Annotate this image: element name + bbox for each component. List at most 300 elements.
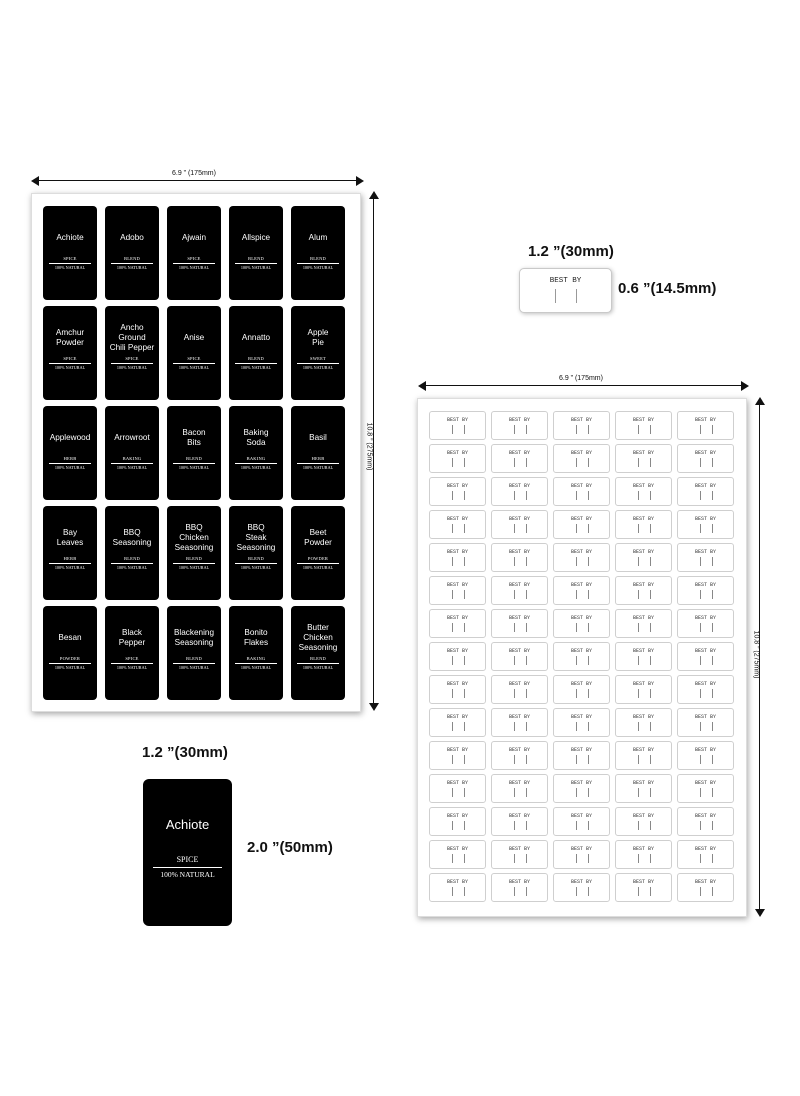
bestby-label-text: BEST BY bbox=[570, 582, 592, 588]
bestby-label-text: BEST BY bbox=[632, 549, 654, 555]
bestby-label-bar-right bbox=[588, 755, 589, 764]
spice-label bbox=[167, 206, 221, 300]
bestby-label-bar-right bbox=[712, 854, 713, 863]
spice-label-type: POWDER bbox=[59, 656, 81, 661]
bestby-label-text: BEST BY bbox=[446, 780, 468, 786]
bestby-label-text: BEST BY bbox=[632, 714, 654, 720]
bestby-label-bar-left bbox=[700, 557, 701, 566]
bestby-label-text: BEST BY bbox=[508, 846, 530, 852]
spice-label-type: BAKING bbox=[246, 456, 266, 461]
bestby-label-bar-left bbox=[514, 689, 515, 698]
bestby-label-bar-right bbox=[526, 821, 527, 830]
spice-label-name: Alum bbox=[308, 233, 328, 242]
bestby-label-bar-left bbox=[576, 755, 577, 764]
bestby-label bbox=[677, 774, 734, 803]
sample-spice-label bbox=[143, 779, 232, 926]
bestby-label-bar-left bbox=[576, 458, 577, 467]
spice-label bbox=[43, 406, 97, 500]
bestby-label-bar-right bbox=[526, 557, 527, 566]
bestby-label-bar-right bbox=[650, 722, 651, 731]
bestby-label bbox=[553, 675, 610, 704]
spice-label-type: BLEND bbox=[186, 556, 202, 561]
spice-label-rule bbox=[111, 363, 153, 364]
bestby-label bbox=[677, 510, 734, 539]
bestby-label bbox=[491, 840, 548, 869]
bestby-label bbox=[677, 840, 734, 869]
sheet1-width-line bbox=[38, 180, 356, 181]
spice-label-name: Black Pepper bbox=[118, 628, 146, 647]
spice-label-natural: 100% NATURAL bbox=[116, 565, 148, 570]
bestby-label bbox=[615, 807, 672, 836]
bestby-label-bar-left bbox=[700, 590, 701, 599]
bestby-label-text: BEST BY bbox=[694, 813, 716, 819]
bestby-label bbox=[615, 741, 672, 770]
bestby-label-bar-right bbox=[526, 887, 527, 896]
bestby-label-text: BEST BY bbox=[570, 450, 592, 456]
spice-label-natural: 100% NATURAL bbox=[116, 365, 148, 370]
spice-label-rule bbox=[49, 463, 91, 464]
bestby-label-bar-left bbox=[700, 887, 701, 896]
bestby-label bbox=[429, 576, 486, 605]
spice-label bbox=[43, 506, 97, 600]
bestby-label bbox=[615, 444, 672, 473]
bestby-label-bar-right bbox=[588, 590, 589, 599]
bestby-label-bar-right bbox=[712, 788, 713, 797]
bestby-label-text: BEST BY bbox=[446, 846, 468, 852]
spice-label-type: BLEND bbox=[310, 256, 326, 261]
bestby-label-bar-right bbox=[526, 590, 527, 599]
bestby-label bbox=[553, 708, 610, 737]
bestby-label bbox=[677, 708, 734, 737]
spice-label-grid bbox=[43, 206, 345, 700]
bestby-label-text: BEST BY bbox=[508, 879, 530, 885]
bestby-label-bar-right bbox=[464, 854, 465, 863]
bestby-label bbox=[615, 510, 672, 539]
bestby-label-text: BEST BY bbox=[570, 483, 592, 489]
bestby-label bbox=[553, 873, 610, 902]
bestby-label bbox=[677, 543, 734, 572]
bestby-label-bar-right bbox=[588, 491, 589, 500]
bestby-label bbox=[429, 873, 486, 902]
bestby-label-bar-left bbox=[700, 821, 701, 830]
spice-label-type: BLEND bbox=[248, 556, 264, 561]
bestby-label-bar-right bbox=[588, 887, 589, 896]
spice-label-rule bbox=[173, 263, 215, 264]
bestby-label-text: BEST BY bbox=[570, 780, 592, 786]
bestby-label-text: BEST BY bbox=[632, 648, 654, 654]
bestby-label bbox=[491, 708, 548, 737]
bestby-label-text: BEST BY bbox=[570, 615, 592, 621]
spice-label-name: Bacon Bits bbox=[182, 428, 206, 447]
spice-label-natural: 100% NATURAL bbox=[178, 565, 210, 570]
bestby-label-text: BEST BY bbox=[694, 846, 716, 852]
bestby-label-text: BEST BY bbox=[632, 846, 654, 852]
spice-label bbox=[43, 606, 97, 700]
bestby-label-text: BEST BY bbox=[570, 846, 592, 852]
spice-label-natural: 100% NATURAL bbox=[302, 565, 334, 570]
spice-label-name: Bay Leaves bbox=[56, 528, 84, 547]
spice-label-type: BLEND bbox=[310, 656, 326, 661]
bestby-label-bar-left bbox=[452, 458, 453, 467]
bestby-label-text: BEST BY bbox=[446, 747, 468, 753]
bestby-label-text: BEST BY bbox=[694, 516, 716, 522]
spice-label bbox=[105, 606, 159, 700]
spice-label-natural: 100% NATURAL bbox=[302, 365, 334, 370]
bestby-label-bar-right bbox=[650, 788, 651, 797]
bestby-label-bar-right bbox=[464, 656, 465, 665]
bestby-label bbox=[553, 510, 610, 539]
bestby-label-text: BEST BY bbox=[632, 780, 654, 786]
spice-label bbox=[229, 406, 283, 500]
bestby-sample-height-label: 0.6 ”(14.5mm) bbox=[618, 280, 717, 297]
bestby-label-text: BEST BY bbox=[446, 483, 468, 489]
spice-label-type: BLEND bbox=[124, 556, 140, 561]
spice-label-name: Applewood bbox=[49, 433, 91, 442]
bestby-label-bar-left bbox=[514, 425, 515, 434]
bestby-label bbox=[677, 411, 734, 440]
spice-label-rule bbox=[111, 463, 153, 464]
bestby-label-bar-left bbox=[576, 854, 577, 863]
bestby-label-bar-left bbox=[576, 788, 577, 797]
sheet1-height-label: 10.8 ” (275mm) bbox=[365, 422, 373, 471]
bestby-label-text: BEST BY bbox=[632, 879, 654, 885]
bestby-label-text: BEST BY bbox=[508, 747, 530, 753]
bestby-label-text: BEST BY bbox=[446, 549, 468, 555]
spice-label-rule bbox=[173, 463, 215, 464]
bestby-label-bar-left bbox=[576, 623, 577, 632]
bestby-label-bar-right bbox=[464, 623, 465, 632]
spice-label-rule bbox=[111, 263, 153, 264]
bestby-label-text: BEST BY bbox=[694, 615, 716, 621]
bestby-label-bar-left bbox=[638, 821, 639, 830]
spice-label-type: BLEND bbox=[248, 256, 264, 261]
bestby-label-text: BEST BY bbox=[446, 516, 468, 522]
bestby-label-bar-right bbox=[712, 524, 713, 533]
bestby-sample-bar-right bbox=[576, 289, 577, 303]
sheet1-height-arrow-up bbox=[369, 191, 379, 199]
bestby-label-text: BEST BY bbox=[570, 813, 592, 819]
spice-label-natural: 100% NATURAL bbox=[54, 365, 86, 370]
bestby-label-text: BEST BY bbox=[508, 615, 530, 621]
bestby-label-bar-left bbox=[514, 623, 515, 632]
spice-label bbox=[229, 606, 283, 700]
bestby-label-bar-left bbox=[638, 656, 639, 665]
bestby-label bbox=[677, 609, 734, 638]
spice-label-rule bbox=[297, 663, 339, 664]
bestby-label bbox=[553, 477, 610, 506]
bestby-label bbox=[677, 873, 734, 902]
spice-label-name: Arrowroot bbox=[114, 433, 150, 442]
bestby-label-bar-left bbox=[638, 623, 639, 632]
bestby-label-bar-right bbox=[588, 854, 589, 863]
bestby-label-text: BEST BY bbox=[694, 747, 716, 753]
bestby-label-bar-right bbox=[464, 425, 465, 434]
bestby-label-bar-left bbox=[576, 656, 577, 665]
spice-label bbox=[43, 206, 97, 300]
bestby-label-bar-right bbox=[712, 722, 713, 731]
bestby-label-bar-left bbox=[638, 491, 639, 500]
bestby-label bbox=[677, 642, 734, 671]
sheet1-height-arrow-down bbox=[369, 703, 379, 711]
spice-label-name: Butter Chicken Seasoning bbox=[298, 623, 338, 652]
bestby-label-bar-right bbox=[526, 689, 527, 698]
spice-label-sheet bbox=[31, 193, 361, 712]
spice-label-natural: 100% NATURAL bbox=[54, 465, 86, 470]
bestby-label-bar-right bbox=[464, 689, 465, 698]
bestby-sample-bar-left bbox=[555, 289, 556, 303]
spice-label-name: Ancho Ground Chili Pepper bbox=[109, 323, 155, 352]
bestby-label-text: BEST BY bbox=[694, 483, 716, 489]
bestby-label-bar-left bbox=[514, 491, 515, 500]
bestby-label-bar-left bbox=[638, 722, 639, 731]
bestby-label bbox=[429, 807, 486, 836]
bestby-label-bar-left bbox=[638, 689, 639, 698]
bestby-label-bar-right bbox=[464, 755, 465, 764]
spice-label bbox=[105, 306, 159, 400]
bestby-label-bar-left bbox=[514, 656, 515, 665]
bestby-label-bar-left bbox=[700, 458, 701, 467]
bestby-label-bar-right bbox=[464, 524, 465, 533]
bestby-label-bar-left bbox=[514, 755, 515, 764]
spice-label-natural: 100% NATURAL bbox=[240, 665, 272, 670]
bestby-label-bar-right bbox=[526, 722, 527, 731]
spice-label-name: Ajwain bbox=[181, 233, 207, 242]
spice-label bbox=[167, 406, 221, 500]
bestby-label bbox=[553, 411, 610, 440]
bestby-label bbox=[429, 510, 486, 539]
bestby-label-bar-left bbox=[452, 755, 453, 764]
bestby-label-bar-left bbox=[576, 524, 577, 533]
bestby-label-bar-left bbox=[452, 689, 453, 698]
sample-label-natural: 100% NATURAL bbox=[160, 870, 215, 879]
spice-label-rule bbox=[235, 663, 277, 664]
bestby-label-bar-left bbox=[700, 854, 701, 863]
bestby-label-bar-right bbox=[712, 887, 713, 896]
spice-label-type: SPICE bbox=[63, 256, 77, 261]
bestby-label-text: BEST BY bbox=[446, 813, 468, 819]
bestby-label-bar-right bbox=[712, 656, 713, 665]
spice-label-natural: 100% NATURAL bbox=[240, 265, 272, 270]
bestby-label-bar-right bbox=[712, 458, 713, 467]
sheet2-height-label: 10.8 ” (275mm) bbox=[752, 630, 760, 679]
spice-label bbox=[105, 406, 159, 500]
spice-label-natural: 100% NATURAL bbox=[240, 565, 272, 570]
bestby-label-bar-left bbox=[638, 557, 639, 566]
bestby-label-bar-left bbox=[638, 425, 639, 434]
bestby-label-text: BEST BY bbox=[446, 714, 468, 720]
spice-label-type: SPICE bbox=[125, 656, 139, 661]
bestby-label bbox=[615, 411, 672, 440]
sheet2-width-arrow-left bbox=[418, 381, 426, 391]
spice-label bbox=[229, 206, 283, 300]
bestby-label bbox=[491, 444, 548, 473]
spice-label-type: BLEND bbox=[186, 456, 202, 461]
bestby-label-text: BEST BY bbox=[508, 813, 530, 819]
spice-label-name: BBQ Seasoning bbox=[112, 528, 152, 547]
bestby-label bbox=[553, 642, 610, 671]
bestby-label bbox=[429, 840, 486, 869]
bestby-label bbox=[429, 675, 486, 704]
bestby-label bbox=[677, 444, 734, 473]
sample-label-name: Achiote bbox=[165, 817, 210, 832]
sample-label-rule bbox=[153, 867, 222, 868]
bestby-label-bar-right bbox=[650, 557, 651, 566]
bestby-label-bar-left bbox=[452, 788, 453, 797]
sample-label-type: SPICE bbox=[176, 855, 199, 864]
bestby-label-bar-left bbox=[514, 458, 515, 467]
bestby-label bbox=[491, 543, 548, 572]
bestby-label-text: BEST BY bbox=[570, 648, 592, 654]
bestby-label-bar-right bbox=[712, 491, 713, 500]
bestby-label-text: BEST BY bbox=[508, 417, 530, 423]
spice-label-type: POWDER bbox=[307, 556, 329, 561]
spice-label-rule bbox=[49, 363, 91, 364]
spice-label bbox=[167, 606, 221, 700]
bestby-label-bar-right bbox=[588, 458, 589, 467]
spice-label-name: Annatto bbox=[241, 333, 271, 342]
spice-label-rule bbox=[297, 263, 339, 264]
bestby-label-text: BEST BY bbox=[632, 417, 654, 423]
bestby-label-bar-left bbox=[638, 788, 639, 797]
bestby-label-bar-right bbox=[526, 656, 527, 665]
bestby-label-bar-left bbox=[576, 887, 577, 896]
bestby-label-text: BEST BY bbox=[446, 615, 468, 621]
bestby-label-bar-right bbox=[588, 821, 589, 830]
bestby-label-bar-right bbox=[650, 854, 651, 863]
bestby-label-text: BEST BY bbox=[570, 549, 592, 555]
bestby-label-text: BEST BY bbox=[694, 549, 716, 555]
bestby-label bbox=[553, 576, 610, 605]
spice-label-natural: 100% NATURAL bbox=[116, 265, 148, 270]
sheet1-width-arrow-right bbox=[356, 176, 364, 186]
bestby-label bbox=[615, 675, 672, 704]
bestby-label-bar-right bbox=[464, 788, 465, 797]
bestby-label-bar-right bbox=[712, 590, 713, 599]
bestby-label bbox=[491, 873, 548, 902]
spice-label-natural: 100% NATURAL bbox=[178, 665, 210, 670]
bestby-label bbox=[615, 576, 672, 605]
bestby-label bbox=[553, 840, 610, 869]
bestby-label bbox=[553, 444, 610, 473]
bestby-label-text: BEST BY bbox=[694, 780, 716, 786]
spice-label-type: HERB bbox=[311, 456, 325, 461]
bestby-label-bar-right bbox=[650, 887, 651, 896]
spice-label-rule bbox=[173, 663, 215, 664]
bestby-label-bar-right bbox=[712, 557, 713, 566]
bestby-label-text: BEST BY bbox=[694, 681, 716, 687]
spice-label bbox=[167, 306, 221, 400]
bestby-label bbox=[429, 411, 486, 440]
sheet2-width-line bbox=[425, 385, 741, 386]
spice-label-rule bbox=[111, 663, 153, 664]
spice-label-type: HERB bbox=[63, 456, 77, 461]
bestby-label-text: BEST BY bbox=[694, 417, 716, 423]
bestby-label-bar-left bbox=[700, 425, 701, 434]
bestby-label-bar-left bbox=[452, 722, 453, 731]
bestby-sample-text: BEST BY bbox=[549, 277, 582, 285]
bestby-label-bar-right bbox=[526, 623, 527, 632]
spice-label-natural: 100% NATURAL bbox=[54, 665, 86, 670]
spice-label-name: Allspice bbox=[241, 233, 271, 242]
bestby-label bbox=[677, 807, 734, 836]
spice-label bbox=[229, 506, 283, 600]
sheet1-width-arrow-left bbox=[31, 176, 39, 186]
bestby-label bbox=[553, 807, 610, 836]
spice-label-name: Anise bbox=[183, 333, 205, 342]
spice-label-type: SPICE bbox=[187, 356, 201, 361]
bestby-label-text: BEST BY bbox=[508, 450, 530, 456]
bestby-label bbox=[615, 873, 672, 902]
spice-label-type: SPICE bbox=[187, 256, 201, 261]
bestby-label-bar-left bbox=[576, 689, 577, 698]
bestby-label-bar-left bbox=[514, 788, 515, 797]
spice-label-natural: 100% NATURAL bbox=[240, 365, 272, 370]
bestby-label-bar-left bbox=[452, 887, 453, 896]
spice-label-natural: 100% NATURAL bbox=[240, 465, 272, 470]
bestby-label-bar-left bbox=[452, 623, 453, 632]
sample-width-label: 1.2 ”(30mm) bbox=[142, 744, 228, 761]
bestby-label-text: BEST BY bbox=[446, 879, 468, 885]
bestby-label-bar-left bbox=[638, 524, 639, 533]
bestby-label-bar-left bbox=[452, 854, 453, 863]
spice-label-natural: 100% NATURAL bbox=[178, 365, 210, 370]
spice-label-name: Baking Soda bbox=[243, 428, 269, 447]
bestby-label-bar-left bbox=[700, 656, 701, 665]
spice-label-type: SWEET bbox=[310, 356, 326, 361]
bestby-label-bar-right bbox=[464, 821, 465, 830]
bestby-label-bar-right bbox=[526, 854, 527, 863]
bestby-label bbox=[677, 576, 734, 605]
bestby-label bbox=[553, 774, 610, 803]
bestby-label-text: BEST BY bbox=[570, 879, 592, 885]
sheet2-width-arrow-right bbox=[741, 381, 749, 391]
bestby-label-bar-right bbox=[712, 755, 713, 764]
bestby-label-bar-right bbox=[588, 425, 589, 434]
bestby-label bbox=[491, 675, 548, 704]
spice-label-name: BBQ Chicken Seasoning bbox=[174, 523, 214, 552]
spice-label-rule bbox=[173, 563, 215, 564]
bestby-label bbox=[491, 411, 548, 440]
bestby-label bbox=[615, 543, 672, 572]
spice-label bbox=[105, 206, 159, 300]
spice-label-rule bbox=[235, 363, 277, 364]
spice-label-name: Apple Pie bbox=[307, 328, 329, 347]
spice-label-natural: 100% NATURAL bbox=[116, 465, 148, 470]
bestby-label-bar-right bbox=[650, 491, 651, 500]
bestby-label bbox=[677, 477, 734, 506]
bestby-label-bar-left bbox=[700, 788, 701, 797]
bestby-label-text: BEST BY bbox=[570, 417, 592, 423]
spice-label-rule bbox=[49, 663, 91, 664]
spice-label-rule bbox=[297, 463, 339, 464]
bestby-label bbox=[491, 477, 548, 506]
sheet2-height-arrow-down bbox=[755, 909, 765, 917]
spice-label-rule bbox=[49, 563, 91, 564]
spice-label-name: Basil bbox=[309, 433, 327, 442]
bestby-label-bar-right bbox=[526, 788, 527, 797]
bestby-label-text: BEST BY bbox=[508, 483, 530, 489]
spice-label-name: Blackening Seasoning bbox=[173, 628, 215, 647]
bestby-label bbox=[553, 609, 610, 638]
spice-label-name: BBQ Steak Seasoning bbox=[236, 523, 276, 552]
bestby-label-bar-left bbox=[700, 722, 701, 731]
bestby-label-bar-right bbox=[464, 590, 465, 599]
bestby-label-bar-left bbox=[700, 491, 701, 500]
spice-label-natural: 100% NATURAL bbox=[178, 465, 210, 470]
bestby-label-bar-right bbox=[526, 425, 527, 434]
bestby-label-bar-right bbox=[650, 656, 651, 665]
spice-label-natural: 100% NATURAL bbox=[54, 565, 86, 570]
